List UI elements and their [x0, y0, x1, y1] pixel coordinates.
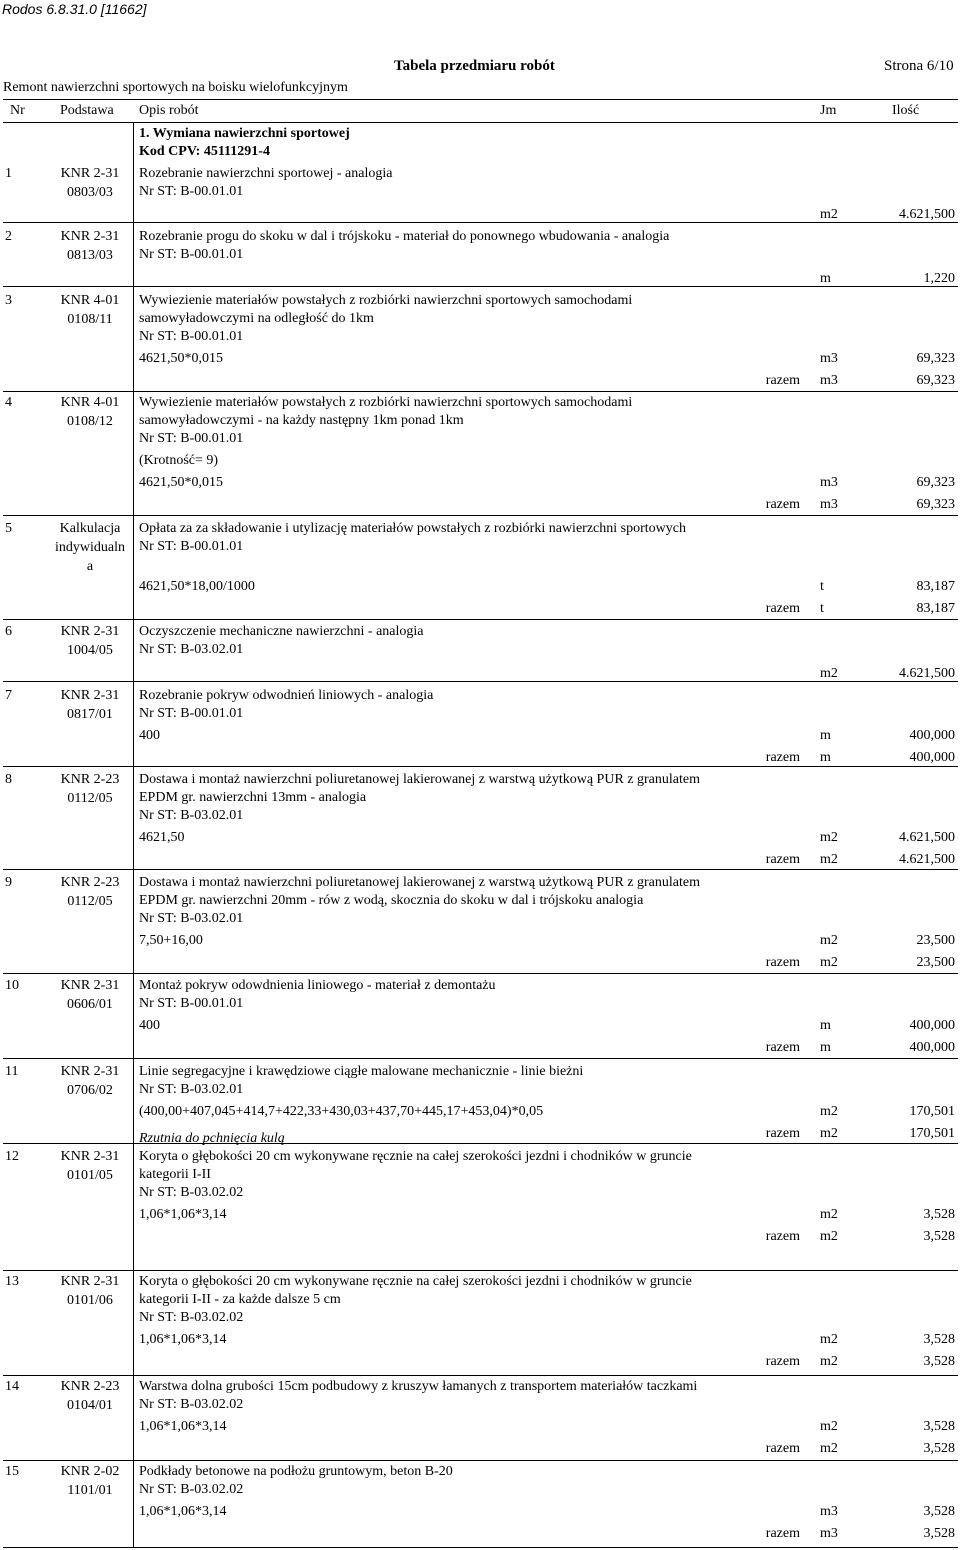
row-number: 13	[5, 1274, 19, 1289]
row-description-cont: kategorii I-II - za każde dalsze 5 cm	[139, 1292, 341, 1307]
row-divider	[3, 286, 958, 287]
row-total-unit: m2	[820, 1126, 838, 1141]
row-total-quantity: 3,528	[923, 1441, 955, 1456]
row-description-cont: kategorii I-II	[139, 1167, 211, 1182]
row-st-number: Nr ST: B-00.01.01	[139, 996, 244, 1011]
row-total-label: razem	[765, 955, 800, 970]
row-description: Montaż pokryw odowdnienia liniowego - materiał z demontażu	[139, 978, 496, 993]
row-quantity: 4.621,500	[899, 666, 955, 681]
row-divider	[3, 766, 958, 767]
row-calc-unit: m	[820, 1018, 831, 1033]
row-basis-number: 0606/01	[67, 997, 113, 1012]
row-description: Rozebranie pokryw odwodnień liniowych - analogia	[139, 688, 434, 703]
row-total-unit: m2	[820, 852, 838, 867]
row-calc-quantity: 3,528	[923, 1332, 955, 1347]
row-total-label: razem	[765, 601, 800, 616]
section-title: 1. Wymiana nawierzchni sportowej	[139, 126, 350, 141]
row-basis-code: KNR 2-31	[60, 1149, 120, 1164]
row-basis-extra: a	[86, 559, 94, 574]
row-st-number: Nr ST: B-03.02.02	[139, 1482, 244, 1497]
row-description-cont: EPDM gr. nawierzchni 13mm - analogia	[139, 790, 367, 805]
row-basis-number: 0803/03	[67, 185, 113, 200]
row-number: 11	[5, 1064, 19, 1079]
row-number: 1	[5, 166, 12, 181]
row-calc-unit: m2	[820, 830, 838, 845]
row-number: 8	[5, 772, 12, 787]
row-basis-number: 0101/06	[67, 1293, 113, 1308]
row-st-number: Nr ST: B-00.01.01	[139, 539, 244, 554]
row-calc-unit: m2	[820, 1104, 838, 1119]
row-calc-quantity: 4.621,500	[899, 830, 955, 845]
row-calc-quantity: 400,000	[909, 1018, 955, 1033]
row-number: 5	[5, 521, 12, 536]
row-number: 2	[5, 229, 12, 244]
row-total-quantity: 69,323	[916, 497, 955, 512]
row-calc-unit: m3	[820, 475, 838, 490]
row-total-quantity: 23,500	[916, 955, 955, 970]
row-basis-code: KNR 2-31	[60, 229, 120, 244]
row-st-number: Nr ST: B-03.02.02	[139, 1397, 244, 1412]
col-divider	[133, 123, 134, 1547]
row-total-label: razem	[765, 373, 800, 388]
row-calc-quantity: 400,000	[909, 728, 955, 743]
project-name: Remont nawierzchni sportowych na boisku wielofunkcyjnym	[3, 80, 348, 95]
row-divider	[3, 391, 958, 392]
row-description: Koryta o głębokości 20 cm wykonywane ręcznie na całej szerokości jezdni i chodników w gruncie	[139, 1274, 692, 1289]
row-basis-number: 0706/02	[67, 1083, 113, 1098]
row-quantity: 1,220	[923, 271, 955, 286]
col-header-opis: Opis robót	[139, 103, 199, 118]
row-divider	[3, 681, 958, 682]
row-basis-number: 0112/05	[67, 791, 113, 806]
row-description: Podkłady betonowe na podłożu gruntowym, beton B-20	[139, 1464, 453, 1479]
row-total-label: razem	[765, 1441, 800, 1456]
row-total-label: razem	[765, 1126, 800, 1141]
section-cpv: Kod CPV: 45111291-4	[139, 144, 270, 159]
row-calc-unit: m	[820, 728, 831, 743]
row-total-unit: m3	[820, 1526, 838, 1541]
row-number: 7	[5, 688, 12, 703]
row-calculation: 7,50+16,00	[139, 933, 203, 948]
row-calc-unit: m2	[820, 1419, 838, 1434]
row-quantity: 4.621,500	[899, 207, 955, 222]
row-basis-number: 0817/01	[67, 707, 113, 722]
row-description: Wywiezienie materiałów powstałych z rozbiórki nawierzchni sportowych samochodami	[139, 293, 633, 308]
row-total-label: razem	[765, 852, 800, 867]
row-number: 12	[5, 1149, 19, 1164]
row-calc-quantity: 170,501	[909, 1104, 955, 1119]
row-basis-number: 0108/12	[67, 414, 113, 429]
page-number: Strona 6/10	[884, 58, 954, 74]
row-calculation: 4621,50*18,00/1000	[139, 579, 255, 594]
col-header-jm: Jm	[820, 103, 837, 118]
row-multiplier: (Krotność= 9)	[139, 453, 219, 468]
row-description: Wywiezienie materiałów powstałych z rozbiórki nawierzchni sportowych samochodami	[139, 395, 633, 410]
row-st-number: Nr ST: B-03.02.01	[139, 642, 244, 657]
row-divider	[3, 973, 958, 974]
row-total-label: razem	[765, 1040, 800, 1055]
row-calc-quantity: 83,187	[916, 579, 955, 594]
row-total-quantity: 3,528	[923, 1354, 955, 1369]
row-divider	[3, 1375, 958, 1376]
row-st-number: Nr ST: B-00.01.01	[139, 431, 244, 446]
row-basis-number: 1004/05	[67, 643, 113, 658]
row-total-quantity: 83,187	[916, 601, 955, 616]
table-top-line	[3, 99, 958, 100]
row-total-unit: m2	[820, 955, 838, 970]
row-unit: m2	[820, 207, 838, 222]
row-total-unit: m3	[820, 497, 838, 512]
row-total-unit: m	[820, 1040, 831, 1055]
table-bottom-line	[3, 1547, 958, 1548]
row-basis-number: 0108/11	[67, 312, 113, 327]
row-description: Rozebranie progu do skoku w dal i trójskoku - materiał do ponownego wbudowania - analogia	[139, 229, 670, 244]
row-description-cont: samowyładowczymi na odległość do 1km	[139, 311, 374, 326]
row-st-number: Nr ST: B-03.02.02	[139, 1310, 244, 1325]
row-basis-code: KNR 2-23	[60, 875, 120, 890]
row-calculation: 4621,50	[139, 830, 185, 845]
col-header-ilosc: Ilość	[892, 103, 920, 118]
row-description-cont: EPDM gr. nawierzchni 20mm - rów z wodą, skocznia do skoku w dal i trójskoku analogia	[139, 893, 644, 908]
row-total-unit: m2	[820, 1441, 838, 1456]
row-st-number: Nr ST: B-03.02.01	[139, 1082, 244, 1097]
row-calc-quantity: 69,323	[916, 475, 955, 490]
row-basis-code: KNR 2-23	[60, 772, 120, 787]
row-description: Opłata za za składowanie i utylizację materiałów powstałych z rozbiórki nawierzchni sportowych	[139, 521, 686, 536]
row-total-quantity: 400,000	[909, 1040, 955, 1055]
row-total-unit: m3	[820, 373, 838, 388]
row-basis-number: 1101/01	[67, 1483, 113, 1498]
row-calc-quantity: 69,323	[916, 351, 955, 366]
row-subheading: Rzutnia do pchnięcia kulą	[139, 1131, 285, 1146]
row-description-cont: samowyładowczymi - na każdy następny 1km ponad 1km	[139, 413, 464, 428]
row-basis-number: 0104/01	[67, 1398, 113, 1413]
row-st-number: Nr ST: B-03.02.01	[139, 808, 244, 823]
row-description: Warstwa dolna grubości 15cm podbudowy z kruszyw łamanych z transportem materiałów taczkami	[139, 1379, 698, 1394]
row-basis-number: 0101/05	[67, 1168, 113, 1183]
row-calculation: 1,06*1,06*3,14	[139, 1419, 227, 1434]
row-basis-code: KNR 2-31	[60, 624, 120, 639]
row-description: Oczyszczenie mechaniczne nawierzchni - analogia	[139, 624, 424, 639]
row-st-number: Nr ST: B-03.02.01	[139, 911, 244, 926]
row-number: 4	[5, 395, 12, 410]
row-divider	[3, 1460, 958, 1461]
row-basis-number: 0813/03	[67, 248, 113, 263]
row-calc-unit: m3	[820, 351, 838, 366]
row-basis-code: KNR 2-02	[60, 1464, 120, 1479]
row-total-unit: m2	[820, 1229, 838, 1244]
row-st-number: Nr ST: B-00.01.01	[139, 184, 244, 199]
row-calculation: 4621,50*0,015	[139, 475, 223, 490]
row-divider	[3, 515, 958, 516]
row-total-unit: t	[820, 601, 824, 616]
row-unit: m2	[820, 666, 838, 681]
row-number: 15	[5, 1464, 19, 1479]
row-basis-number: indywidualn	[55, 540, 125, 555]
row-unit: m	[820, 271, 831, 286]
row-divider	[3, 1270, 958, 1271]
row-calc-unit: m2	[820, 1332, 838, 1347]
col-header-podstawa: Podstawa	[60, 103, 114, 118]
program-name: Rodos 6.8.31.0 [11662]	[2, 1, 147, 17]
row-description: Koryta o głębokości 20 cm wykonywane ręcznie na całej szerokości jezdni i chodników w gruncie	[139, 1149, 692, 1164]
row-number: 6	[5, 624, 12, 639]
row-st-number: Nr ST: B-00.01.01	[139, 247, 244, 262]
row-basis-code: KNR 2-23	[60, 1379, 120, 1394]
row-description: Dostawa i montaż nawierzchni poliuretanowej lakierowanej z warstwą użytkową PUR z granulatem	[139, 772, 700, 787]
row-calc-quantity: 23,500	[916, 933, 955, 948]
row-description: Dostawa i montaż nawierzchni poliuretanowej lakierowanej z warstwą użytkową PUR z granulatem	[139, 875, 700, 890]
col-header-nr: Nr	[10, 103, 25, 118]
row-calc-quantity: 3,528	[923, 1419, 955, 1434]
row-calculation: 400	[139, 1018, 160, 1033]
row-calculation: 1,06*1,06*3,14	[139, 1332, 227, 1347]
row-divider	[3, 222, 958, 223]
row-total-quantity: 4.621,500	[899, 852, 955, 867]
row-calc-quantity: 3,528	[923, 1207, 955, 1222]
doc-title: Tabela przedmiaru robót	[394, 58, 555, 74]
row-basis-code: KNR 2-31	[60, 166, 120, 181]
row-total-quantity: 3,528	[923, 1526, 955, 1541]
row-calc-unit: m2	[820, 1207, 838, 1222]
row-total-label: razem	[765, 1526, 800, 1541]
row-total-label: razem	[765, 1229, 800, 1244]
row-basis-code: KNR 2-31	[60, 1274, 120, 1289]
row-divider	[3, 619, 958, 620]
row-basis-code: KNR 2-31	[60, 688, 120, 703]
row-calculation: 1,06*1,06*3,14	[139, 1504, 227, 1519]
row-total-label: razem	[765, 750, 800, 765]
row-calc-quantity: 3,528	[923, 1504, 955, 1519]
row-calculation: 4621,50*0,015	[139, 351, 223, 366]
row-basis-code: Kalkulacja	[59, 521, 121, 536]
row-total-quantity: 69,323	[916, 373, 955, 388]
row-calc-unit: m3	[820, 1504, 838, 1519]
row-st-number: Nr ST: B-00.01.01	[139, 329, 244, 344]
row-total-quantity: 170,501	[909, 1126, 955, 1141]
row-number: 10	[5, 978, 19, 993]
row-basis-code: KNR 4-01	[60, 293, 120, 308]
row-number: 3	[5, 293, 12, 308]
row-total-unit: m	[820, 750, 831, 765]
row-number: 14	[5, 1379, 19, 1394]
header-bottom-line	[3, 122, 958, 123]
row-divider	[3, 1058, 958, 1059]
row-calc-unit: m2	[820, 933, 838, 948]
row-basis-number: 0112/05	[67, 894, 113, 909]
row-calculation: 400	[139, 728, 160, 743]
row-calculation: (400,00+407,045+414,7+422,33+430,03+437,70+445,17+453,04)*0,05	[139, 1104, 544, 1119]
row-basis-code: KNR 2-31	[60, 1064, 120, 1079]
row-st-number: Nr ST: B-00.01.01	[139, 706, 244, 721]
row-basis-code: KNR 2-31	[60, 978, 120, 993]
row-total-quantity: 3,528	[923, 1229, 955, 1244]
row-st-number: Nr ST: B-03.02.02	[139, 1185, 244, 1200]
row-description: Rozebranie nawierzchni sportowej - analogia	[139, 166, 393, 181]
row-total-label: razem	[765, 497, 800, 512]
row-total-unit: m2	[820, 1354, 838, 1369]
row-divider	[3, 869, 958, 870]
row-number: 9	[5, 875, 12, 890]
row-total-quantity: 400,000	[909, 750, 955, 765]
row-basis-code: KNR 4-01	[60, 395, 120, 410]
row-total-label: razem	[765, 1354, 800, 1369]
row-calc-unit: t	[820, 579, 824, 594]
row-calculation: 1,06*1,06*3,14	[139, 1207, 227, 1222]
row-description: Linie segregacyjne i krawędziowe ciągłe malowane mechanicznie - linie bieżni	[139, 1064, 584, 1079]
